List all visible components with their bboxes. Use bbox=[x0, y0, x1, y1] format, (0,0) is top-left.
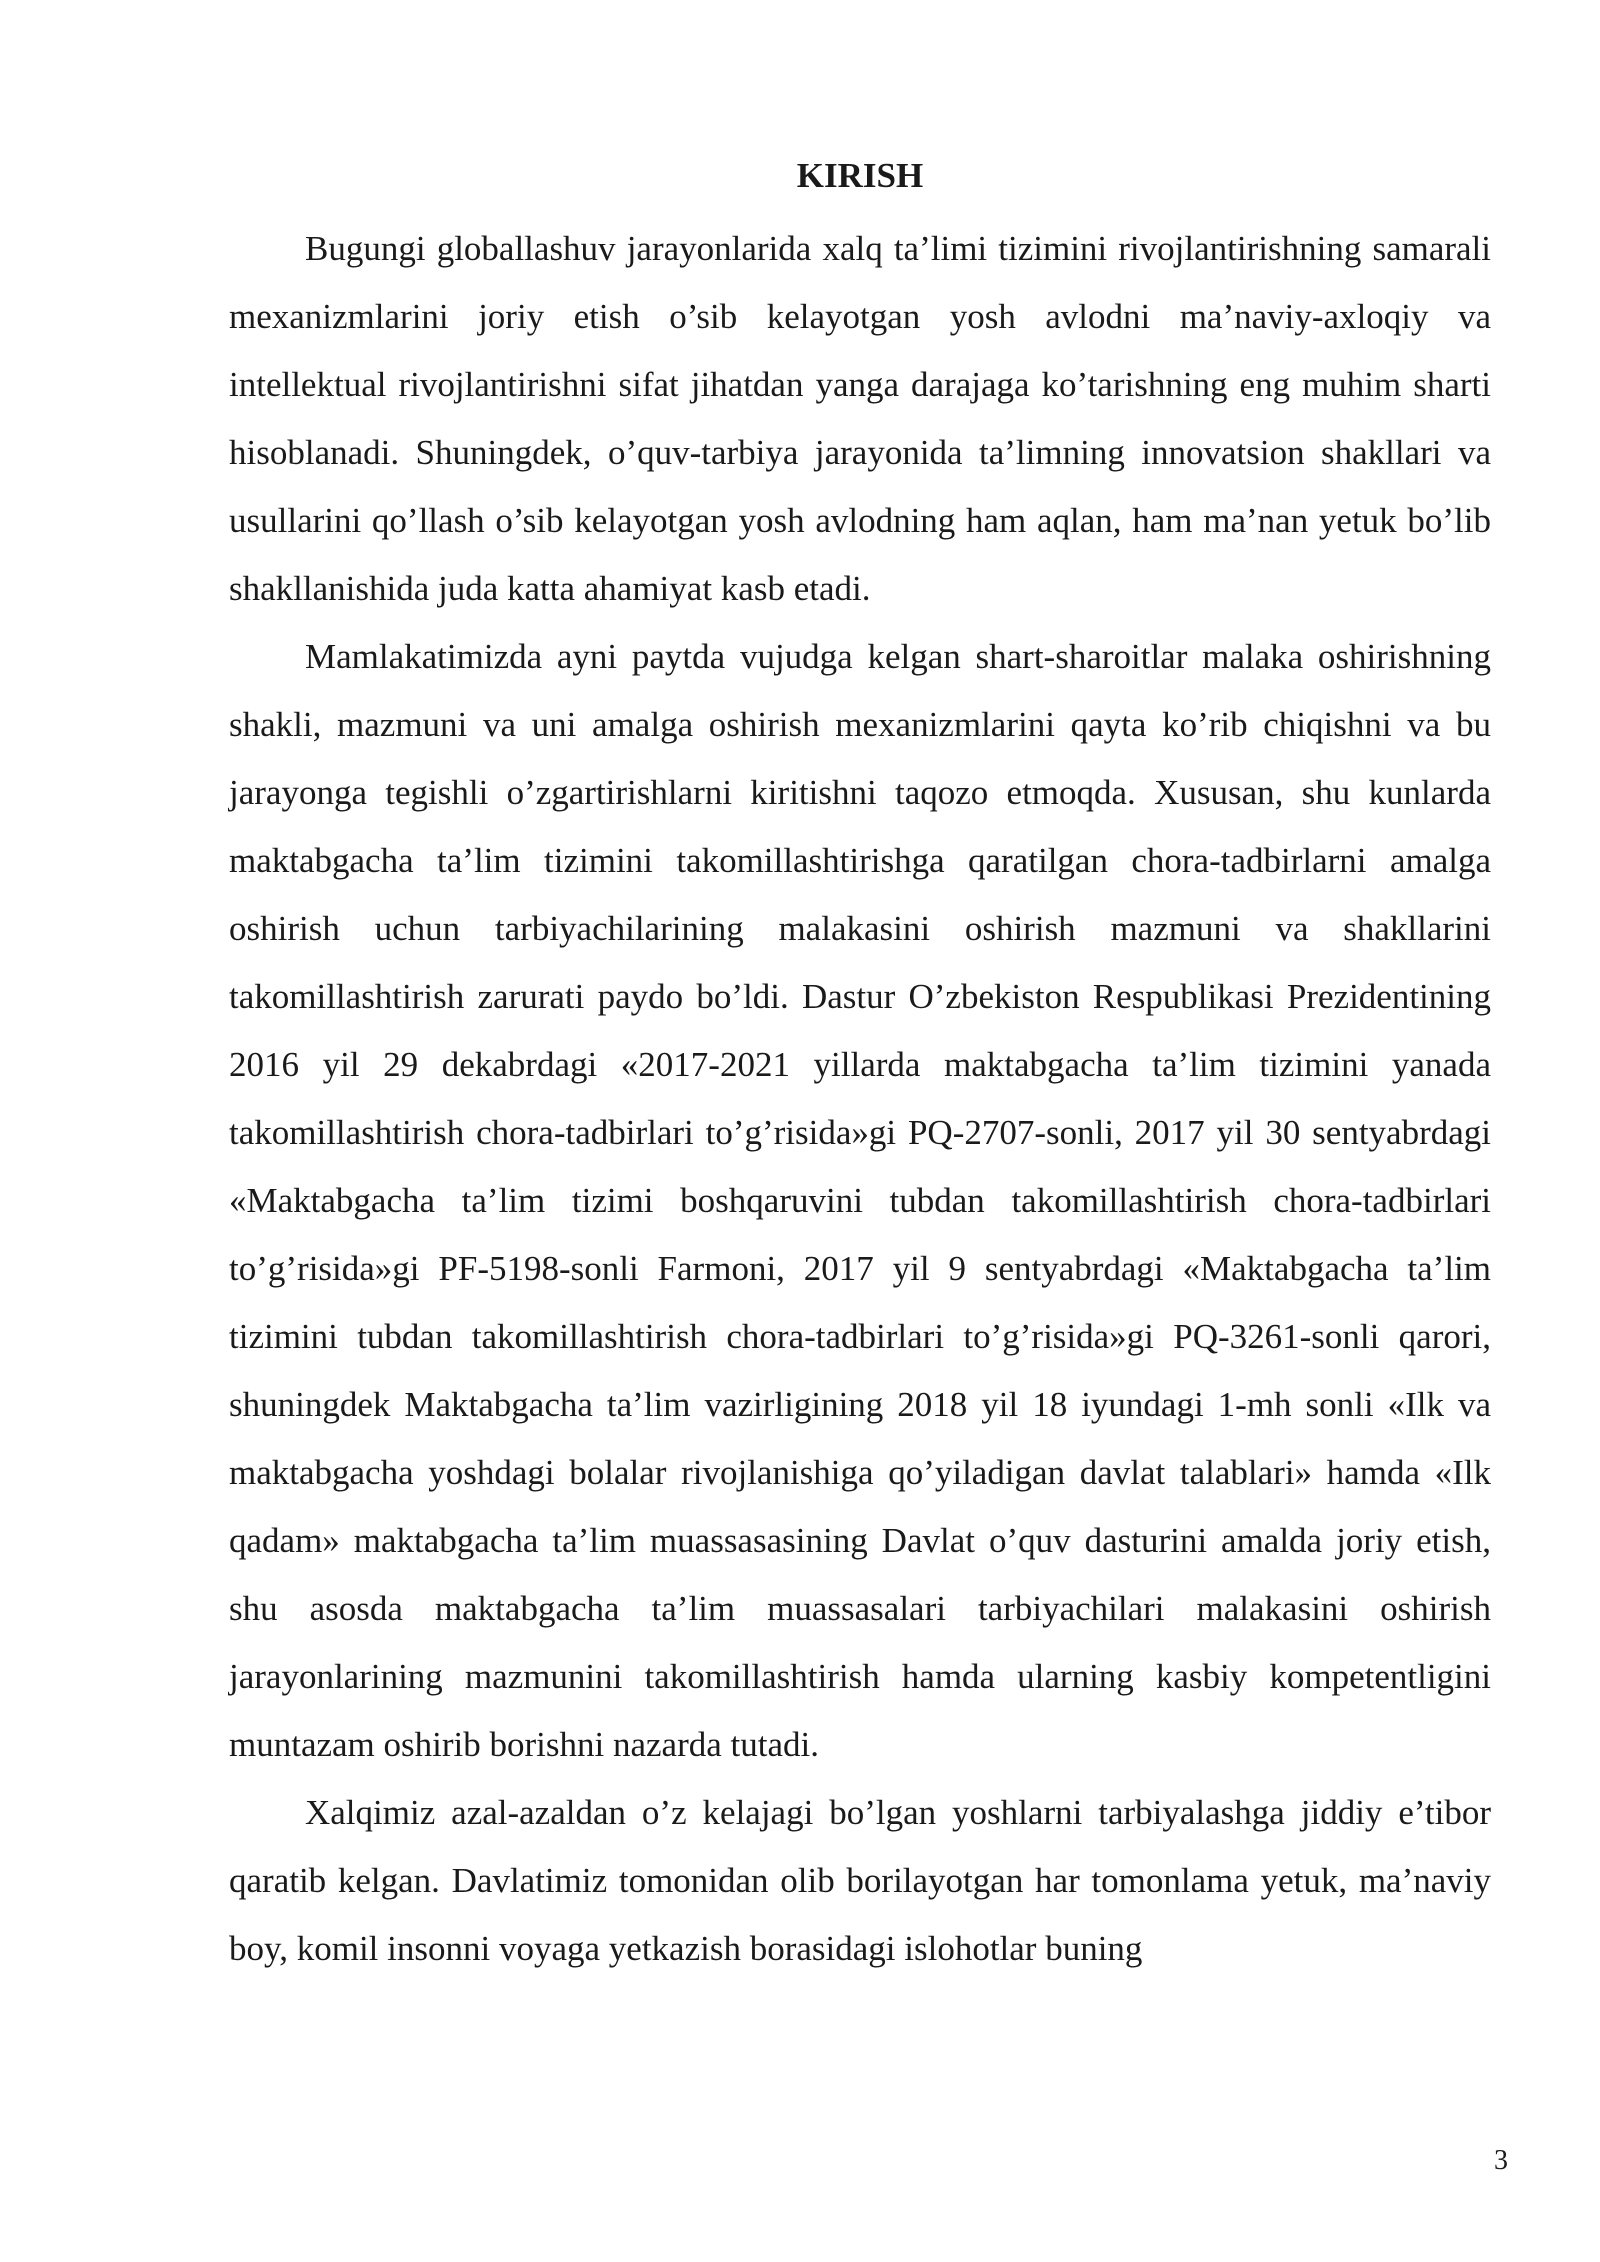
paragraph-intro: Bugungi globallashuv jarayonlarida xalq ta’limi tizimini rivojlantirishning samarali mexanizmlarini joriy etish o’sib kelayotgan yosh avlodni ma’naviy-axloqiy va intellektual rivojlantirishni sifat jihatdan yanga darajaga ko’tarishning eng muhim sharti hisoblanadi. Shuningdek, o’quv-tarbiya jarayonida ta’limning innovatsion shakllari va usullarini qo’llash o’sib kelayotgan yosh avlodning ham aqlan, ham ma’nan yetuk bo’lib shakllanishida juda katta ahamiyat kasb etadi. bbox=[229, 229, 1491, 608]
document-title: KIRISH bbox=[796, 156, 924, 195]
paragraph-legislation: Mamlakatimizda ayni paytda vujudga kelgan shart-sharoitlar malaka oshirishning shakli, mazmuni va uni amalga oshirish mexanizmlarini qayta ko’rib chiqishni va bu jarayonga tegishli o’zgartirishlarni kiritishni taqozo etmoqda. Xususan, shu kunlarda maktabgacha ta’lim tizimini takomillashtirishga qaratilgan chora-tadbirlarni amalga oshirish uchun tarbiyachilarining malakasini oshirish mazmuni va shakllarini takomillashtirish zarurati paydo bo’ldi. Dastur O’zbekiston Respublikasi Prezidentining 2016 yil 29 dekabrdagi «2017-2021 yillarda maktabgacha ta’lim tizimini yanada takomillashtirish chora-tadbirlari to’g’risida»gi PQ-2707-sonli, 2017 yil 30 sentyabrdagi «Maktabgacha ta’lim tizimi boshqaruvini tubdan takomillashtirish chora-tadbirlari to’g’risida»gi PF-5198-sonli Farmoni, 2017 yil 9 sentyabrdagi «Maktabgacha ta’lim tizimini tubdan takomillashtirish chora-tadbirlari to’g’risida»gi PQ-3261-sonli qarori, shuningdek Maktabgacha ta’lim vazirligining 2018 yil 18 iyundagi 1-mh sonli «Ilk va maktabgacha yoshdagi bolalar rivojlanishiga qo’yiladigan davlat talablari» hamda «Ilk qadam» maktabgacha ta’lim muassasasining Davlat o’quv dasturini amalda joriy etish, shu asosda maktabgacha ta’lim muassasalari tarbiyachilari malakasini oshirish jarayonlarining mazmunini takomillashtirish hamda ularning kasbiy kompetentligini muntazam oshirib borishni nazarda tutadi. bbox=[229, 637, 1491, 1764]
paragraph-youth-upbringing: Xalqimiz azal-azaldan o’z kelajagi bo’lgan yoshlarni tarbiyalashga jiddiy e’tibor qaratib kelgan. Davlatimiz tomonidan olib borilayotgan har tomonlama yetuk, ma’naviy boy, komil insonni voyaga yetkazish borasidagi islohotlar buning bbox=[229, 1793, 1491, 1968]
document-page bbox=[229, 148, 1491, 1983]
page-number: 3 bbox=[1494, 2145, 1508, 2176]
